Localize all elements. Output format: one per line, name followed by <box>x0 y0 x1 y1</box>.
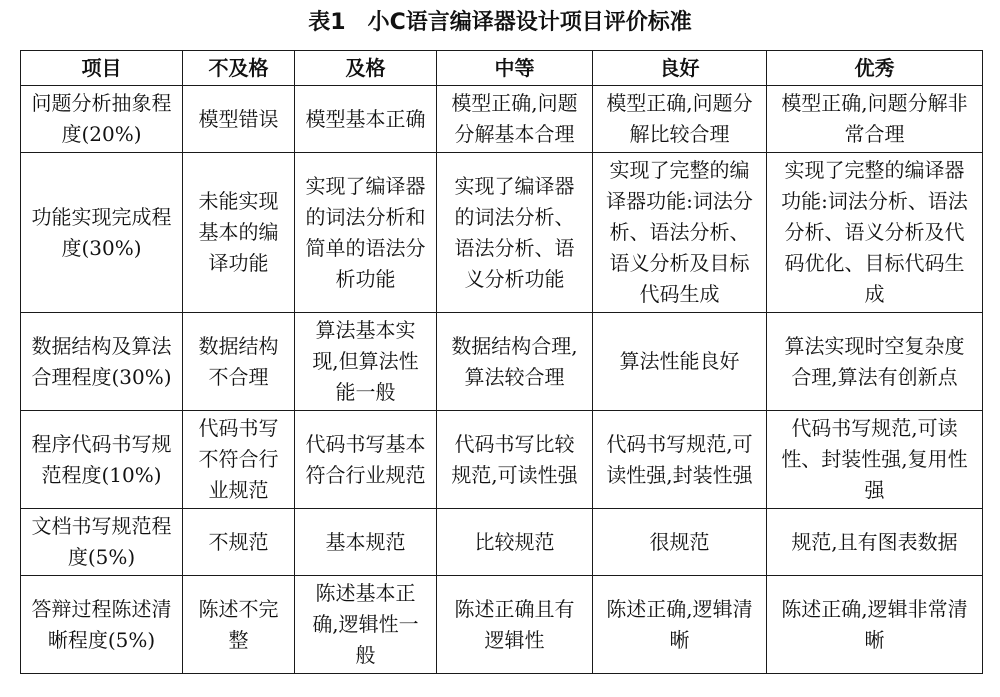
table-number: 表1 <box>308 10 346 35</box>
header-item: 项目 <box>21 51 183 86</box>
header-row <box>21 51 983 86</box>
criterion-cell: 答辩过程陈述清晰程度(5%) <box>21 576 183 674</box>
good-cell: 陈述正确,逻辑清晰 <box>593 576 767 674</box>
header-excellent: 优秀 <box>767 51 983 86</box>
evaluation-criteria-table <box>20 50 983 674</box>
header-pass: 及格 <box>295 51 437 86</box>
table-row <box>21 576 983 674</box>
table-caption <box>0 6 1000 40</box>
excellent-cell: 模型正确,问题分解非常合理 <box>767 86 983 153</box>
pass-cell: 代码书写基本符合行业规范 <box>295 411 437 509</box>
header-good: 良好 <box>593 51 767 86</box>
fail-cell: 数据结构不合理 <box>183 313 295 411</box>
header-fail: 不及格 <box>183 51 295 86</box>
fail-cell: 陈述不完整 <box>183 576 295 674</box>
fail-cell: 不规范 <box>183 509 295 576</box>
table-title: 小C语言编译器设计项目评价标准 <box>367 10 692 35</box>
fail-cell: 未能实现基本的编译功能 <box>183 153 295 313</box>
table-row <box>21 86 983 153</box>
fail-cell: 模型错误 <box>183 86 295 153</box>
medium-cell: 比较规范 <box>437 509 593 576</box>
header-medium: 中等 <box>437 51 593 86</box>
medium-cell: 实现了编译器的词法分析、语法分析、语义分析功能 <box>437 153 593 313</box>
table-row <box>21 411 983 509</box>
excellent-cell: 代码书写规范,可读性、封装性强,复用性强 <box>767 411 983 509</box>
medium-cell: 代码书写比较规范,可读性强 <box>437 411 593 509</box>
fail-cell: 代码书写不符合行业规范 <box>183 411 295 509</box>
good-cell: 代码书写规范,可读性强,封装性强 <box>593 411 767 509</box>
table-row <box>21 313 983 411</box>
pass-cell: 实现了编译器的词法分析和简单的语法分析功能 <box>295 153 437 313</box>
good-cell: 算法性能良好 <box>593 313 767 411</box>
pass-cell: 基本规范 <box>295 509 437 576</box>
excellent-cell: 算法实现时空复杂度合理,算法有创新点 <box>767 313 983 411</box>
criterion-cell: 程序代码书写规范程度(10%) <box>21 411 183 509</box>
medium-cell: 模型正确,问题分解基本合理 <box>437 86 593 153</box>
table-row <box>21 153 983 313</box>
good-cell: 模型正确,问题分解比较合理 <box>593 86 767 153</box>
excellent-cell: 规范,且有图表数据 <box>767 509 983 576</box>
medium-cell: 数据结构合理,算法较合理 <box>437 313 593 411</box>
good-cell: 实现了完整的编译器功能:词法分析、语法分析、语义分析及目标代码生成 <box>593 153 767 313</box>
criterion-cell: 文档书写规范程度(5%) <box>21 509 183 576</box>
excellent-cell: 陈述正确,逻辑非常清晰 <box>767 576 983 674</box>
pass-cell: 模型基本正确 <box>295 86 437 153</box>
criterion-cell: 数据结构及算法合理程度(30%) <box>21 313 183 411</box>
criterion-cell: 功能实现完成程度(30%) <box>21 153 183 313</box>
pass-cell: 陈述基本正确,逻辑性一般 <box>295 576 437 674</box>
pass-cell: 算法基本实现,但算法性能一般 <box>295 313 437 411</box>
excellent-cell: 实现了完整的编译器功能:词法分析、语法分析、语义分析及代码优化、目标代码生成 <box>767 153 983 313</box>
medium-cell: 陈述正确且有逻辑性 <box>437 576 593 674</box>
table-row <box>21 509 983 576</box>
criterion-cell: 问题分析抽象程度(20%) <box>21 86 183 153</box>
good-cell: 很规范 <box>593 509 767 576</box>
